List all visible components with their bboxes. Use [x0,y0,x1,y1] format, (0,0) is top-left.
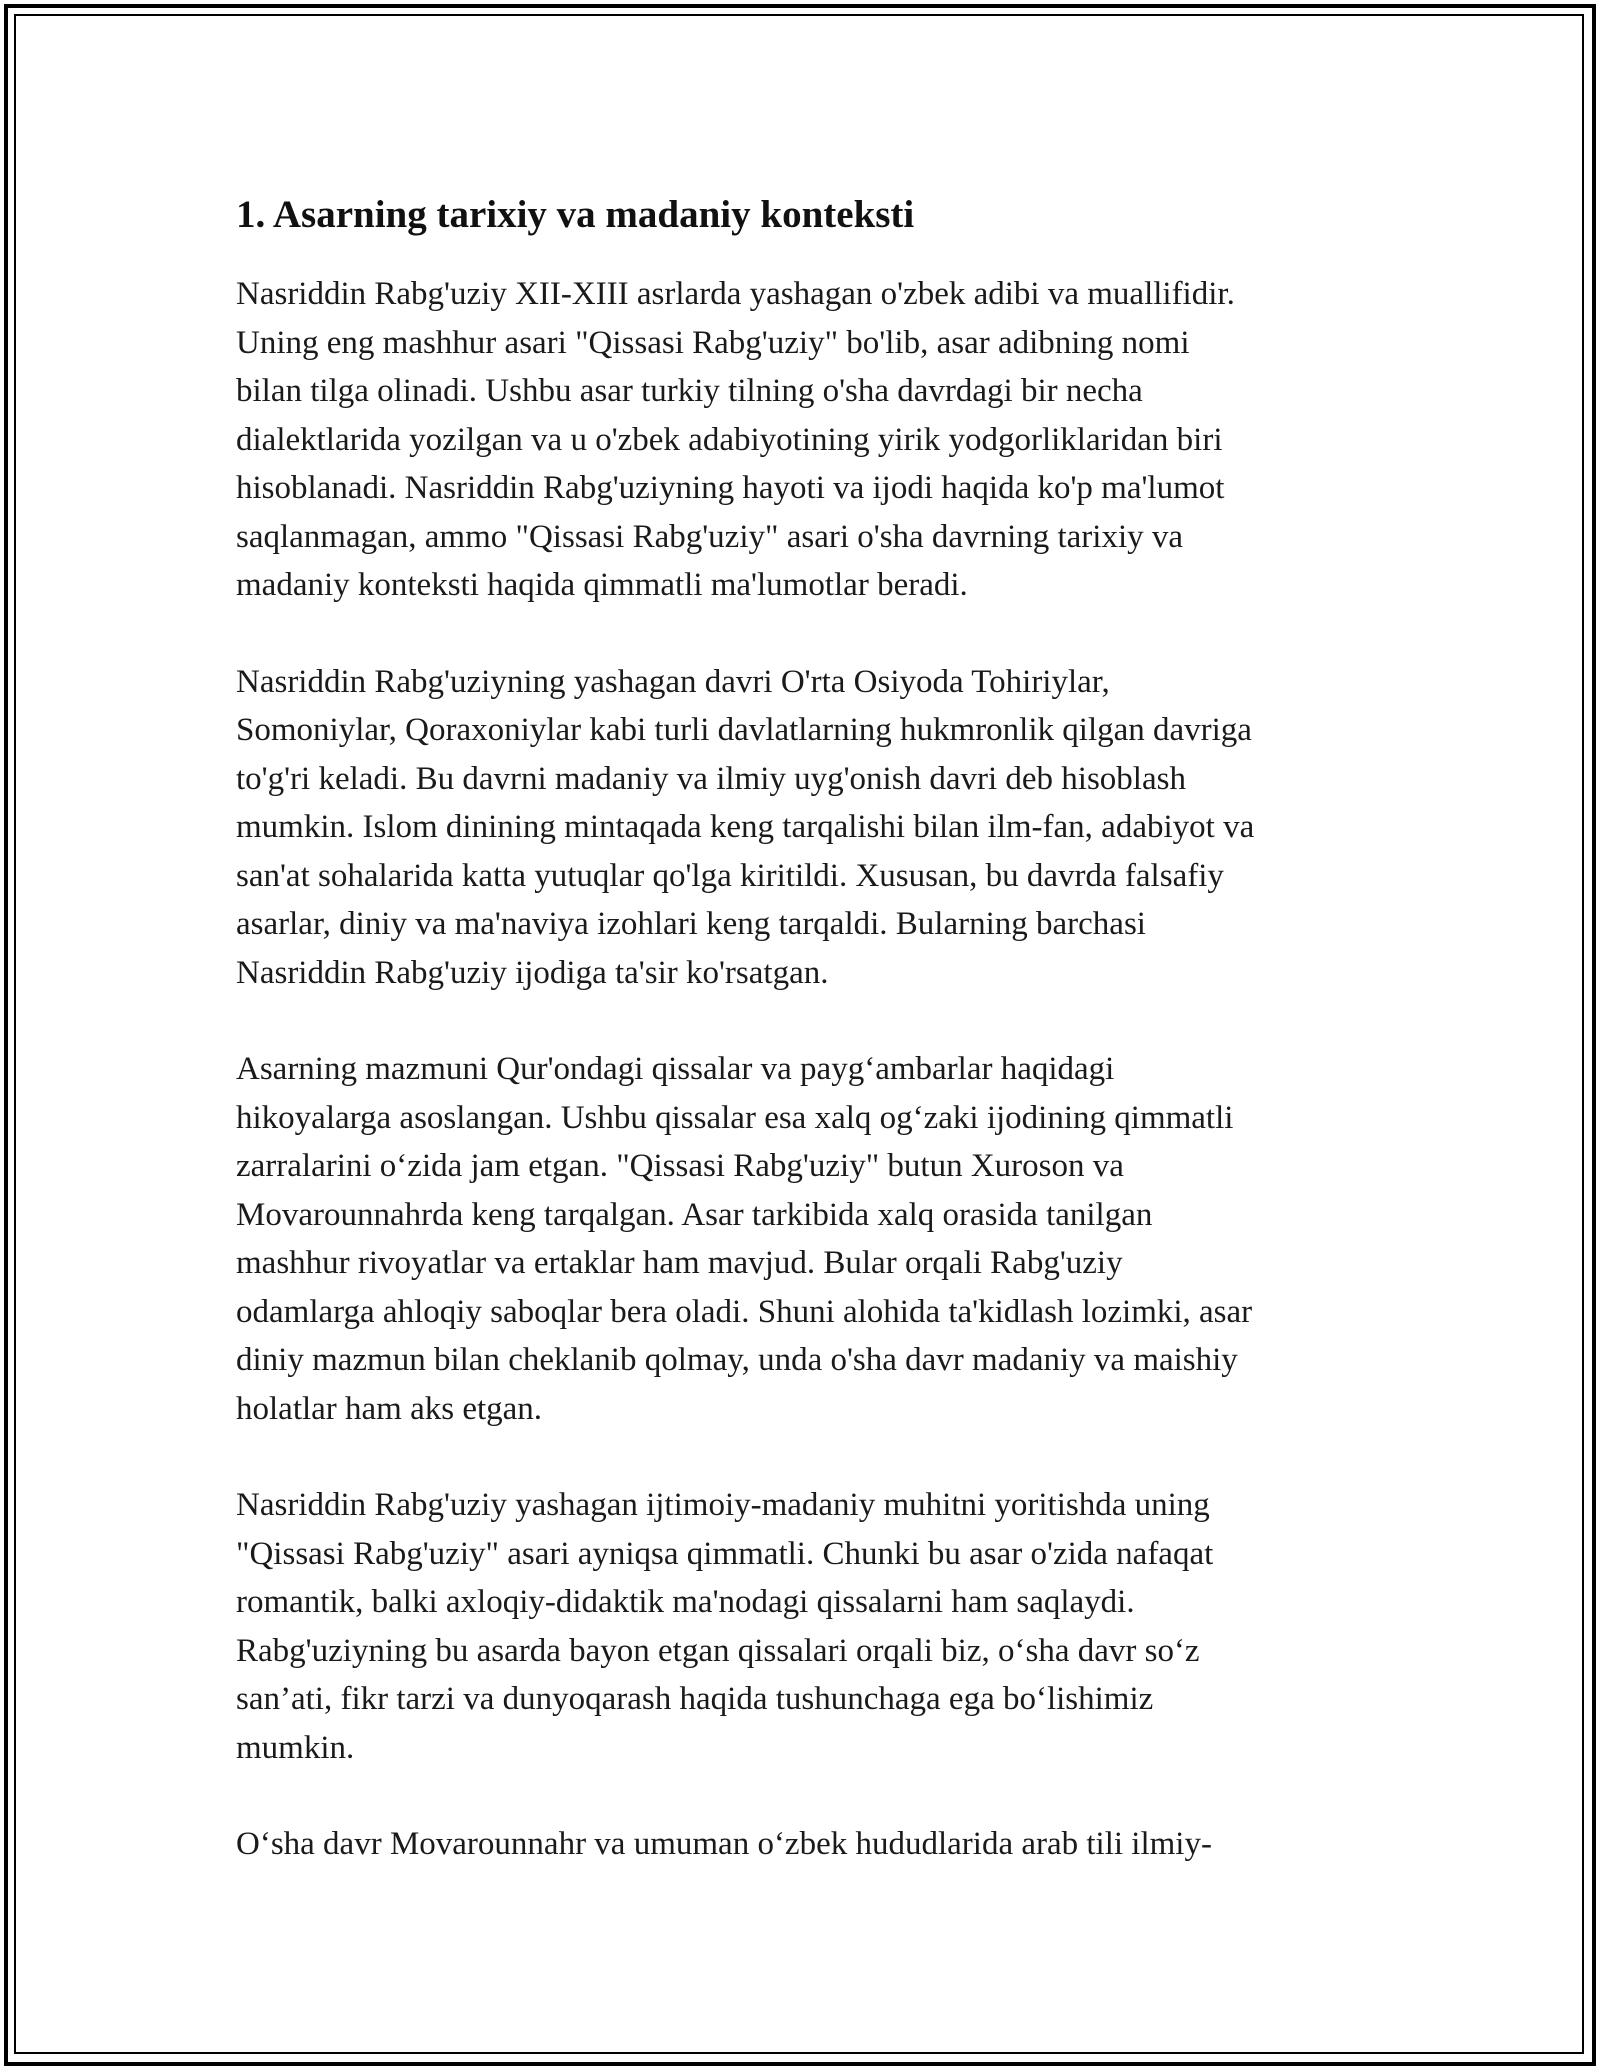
paragraph-line: Nasriddin Rabg'uziy yashagan ijtimoiy-madaniy muhitni yoritishda uning [236,1487,1210,1523]
paragraph-line: Somoniylar, Qoraxoniylar kabi turli davlatlarning hukmronlik qilgan davriga [236,712,1252,748]
paragraph-line: mumkin. Islom dinining mintaqada keng tarqalishi bilan ilm-fan, adabiyot va [236,809,1255,845]
paragraph-line: madaniy konteksti haqida qimmatli ma'lumotlar beradi. [236,567,968,603]
paragraph-line: mumkin. [236,1729,355,1766]
paragraph-line: to'g'ri keladi. Bu davrni madaniy va ilmiy uyg'onish davri deb hisoblash [236,760,1186,797]
paragraph [236,1045,1376,1433]
paragraph-line: Rabg'uziyning bu asarda bayon etgan qissalari orqali biz, o‘sha davr so‘z [236,1632,1200,1669]
paragraph-line: Asarning mazmuni Qur'ondagi qissalar va payg‘ambarlar haqidagi [236,1051,1115,1087]
paragraph-line: asarlar, diniy va ma'naviya izohlari keng tarqaldi. Bularning barchasi [236,906,1146,942]
paragraph-line: Movarounnahrda keng tarqalgan. Asar tarkibida xalq orasida tanilgan [236,1196,1153,1233]
paragraph-line: diniy mazmun bilan cheklanib qolmay, unda o'sha davr madaniy va maishiy [236,1342,1238,1378]
paragraph [236,270,1376,610]
paragraph-line: holatlar ham aks etgan. [236,1390,543,1427]
paragraph-line: san’ati, fikr tarzi va dunyoqarash haqida tushunchaga ega bo‘lishimiz [236,1681,1154,1717]
paragraph-line: hisoblanadi. Nasriddin Rabg'uziyning hayoti va ijodi haqida ko'p ma'lumot [236,470,1225,506]
paragraph [236,1481,1376,1772]
paragraph-line: Nasriddin Rabg'uziy ijodiga ta'sir ko'rsatgan. [236,954,829,991]
paragraph-line: romantik, balki axloqiy-didaktik ma'nodagi qissalarni ham saqlaydi. [236,1584,1135,1620]
paragraph-line: hikoyalarga asoslangan. Ushbu qissalar esa xalq og‘zaki ijodining qimmatli [236,1099,1234,1136]
paragraph-line: san'at sohalarida katta yutuqlar qo'lga kiritildi. Xususan, bu davrda falsafiy [236,857,1224,894]
paragraph-line: O‘sha davr Movarounnahr va umuman o‘zbek hududlarida arab tili ilmiy- [236,1826,1212,1862]
paragraph [236,658,1376,998]
section-heading: 1. Asarning tarixiy va madaniy konteksti [236,193,915,236]
paragraph [236,1820,1376,1869]
paragraph-line: odamlarga ahloqiy saboqlar bera oladi. Shuni alohida ta'kidlash lozimki, asar [236,1293,1253,1330]
paragraph-line: saqlanmagan, ammo "Qissasi Rabg'uziy" asari o'sha davrning tarixiy va [236,518,1184,555]
paragraph-line: zarralarini o‘zida jam etgan. "Qissasi Rabg'uziy" butun Xuroson va [236,1148,1124,1184]
paragraph-line: Nasriddin Rabg'uziyning yashagan davri O'rta Osiyoda Tohiriylar, [236,663,1110,700]
paragraph-line: "Qissasi Rabg'uziy" asari ayniqsa qimmatli. Chunki bu asar o'zida nafaqat [236,1535,1214,1572]
paragraph-line: mashhur rivoyatlar va ertaklar ham mavjud. Bular orqali Rabg'uziy [236,1245,1123,1281]
document-body [236,188,1376,1917]
paragraph-line: Uning eng mashhur asari "Qissasi Rabg'uziy" bo'lib, asar adibning nomi [236,324,1190,361]
paragraph-line: bilan tilga olinadi. Ushbu asar turkiy tilning o'sha davrdagi bir necha [236,373,1143,409]
paragraph-list [236,270,1376,1869]
paragraph-line: dialektlarida yozilgan va u o'zbek adabiyotining yirik yodgorliklaridan biri [236,421,1223,458]
paragraph-line: Nasriddin Rabg'uziy XII-XIII asrlarda yashagan o'zbek adibi va muallifidir. [236,276,1235,312]
